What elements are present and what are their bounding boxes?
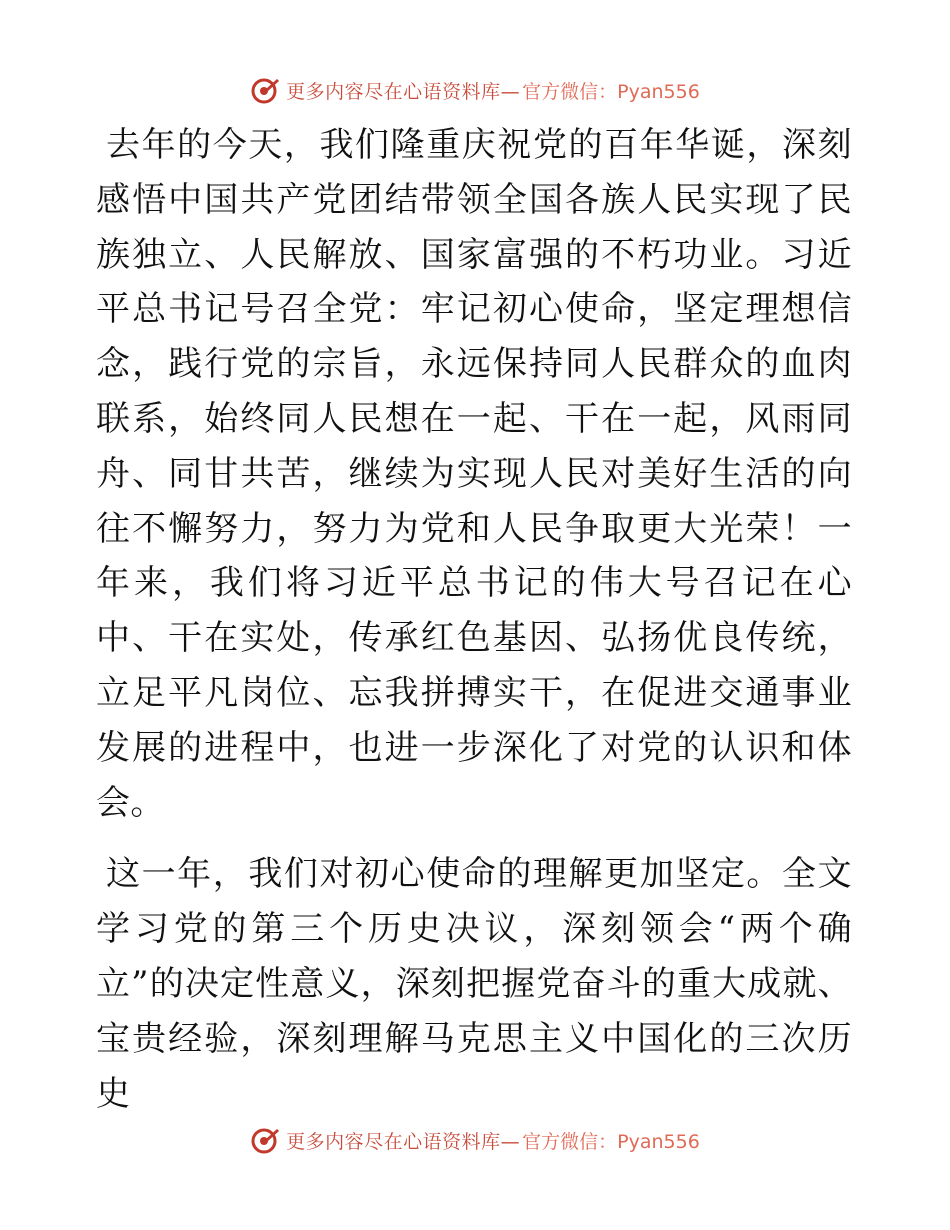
watermark-text: 更多内容尽在心语资料库— [286, 80, 521, 103]
logo-icon [250, 75, 280, 105]
watermark-text: 更多内容尽在心语资料库— [286, 1130, 521, 1153]
paragraph: 去年的今天，我们隆重庆祝党的百年华诞，深刻感悟中国共产党团结带领全国各族人民实现了民族独立、人民解放、国家富强的不朽功业。习近平总书记号召全党：牢记初心使命，坚定理想信念，践行党的宗旨，永远保持同人民群众的血肉联系，始终同人民想在一起、干在一起，风雨同舟、同甘共苦，继续为实现人民对美好生活的向往不懈努力，努力为党和人民争取更大光荣！一年来，我们将习近平总书记的伟大号召记在心中、干在实处，传承红色基因、弘扬优良传统，立足平凡岗位、忘我拼搏实干，在促进交通事业发展的进程中，也进一步深化了对党的认识和体会。 [96, 125, 852, 823]
logo-icon [250, 1125, 280, 1155]
paragraph: 这一年，我们对初心使命的理解更加坚定。全文学习党的第三个历史决议，深刻领会“两个确立”的决定性意义，深刻把握党奋斗的重大成就、宝贵经验，深刻理解马克思主义中国化的三次历史 [96, 854, 852, 1114]
document-body [96, 118, 852, 1121]
watermark-contact: 官方微信：Pyan556 [522, 80, 700, 103]
header-watermark [0, 70, 950, 110]
footer-watermark [0, 1120, 950, 1160]
watermark-contact: 官方微信：Pyan556 [522, 1130, 700, 1153]
